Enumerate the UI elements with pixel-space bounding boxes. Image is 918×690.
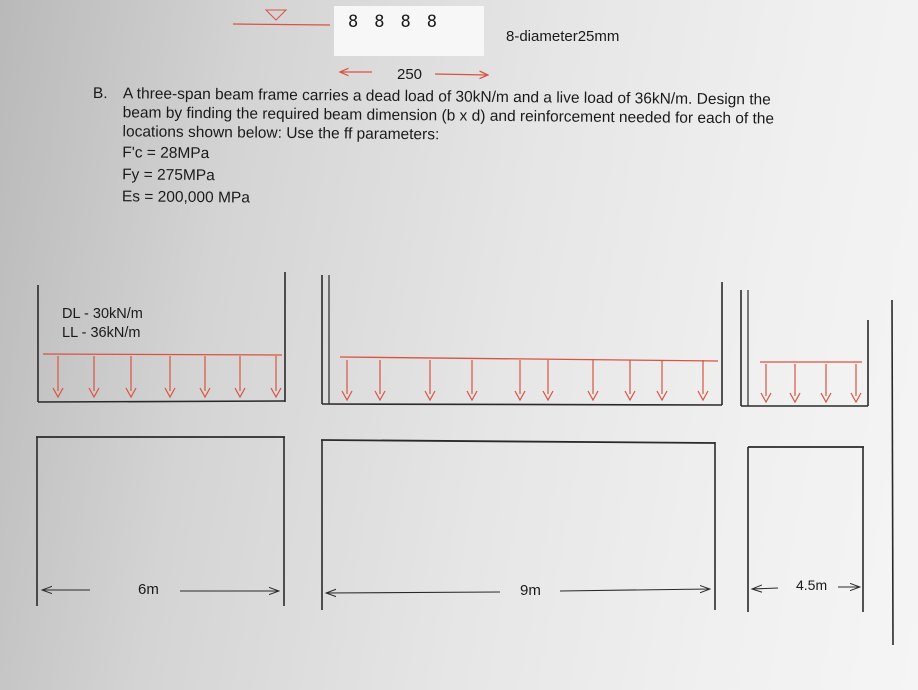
rebar-number: 8 [374, 12, 385, 32]
span-1-frame [36, 437, 285, 606]
load-arrow [425, 360, 435, 400]
load-arrow [467, 360, 477, 400]
load-arrow [126, 356, 136, 397]
problem-line: A three-span beam frame carries a dead load of 30kN/m and a live load of 36kN/m. Design the [122, 85, 771, 109]
span-3-load-arrows [761, 364, 861, 402]
load-arrow [342, 360, 352, 400]
span-2-dimension [326, 589, 710, 593]
right-edge-line [892, 300, 893, 645]
load-arrow [543, 360, 553, 400]
span-3-length: 4.5m [796, 577, 828, 593]
parameter-fy: Fy = 275MPa [122, 166, 215, 185]
problem-line: beam by finding the required beam dimension (b x d) and reinforcement needed for each of the [122, 104, 775, 128]
span-1-dimension [42, 590, 279, 591]
load-arrow [375, 360, 385, 400]
load-arrow [698, 360, 708, 400]
problem-line: locations shown below: Use the ff parameters: [122, 123, 440, 144]
load-arrow [625, 360, 635, 400]
rebar-note: 8-diameter25mm [506, 28, 620, 45]
width-dim-arrow-right [435, 74, 488, 75]
live-load-label: LL - 36kN/m [62, 325, 141, 341]
top-load-arrow [266, 10, 286, 20]
load-arrow [851, 364, 861, 402]
section-width-dimension: 250 [397, 66, 423, 83]
span-1-load-arrows [53, 356, 281, 397]
load-arrow [821, 364, 831, 402]
load-arrow [271, 356, 281, 397]
load-arrow [588, 360, 598, 400]
load-arrow [200, 356, 210, 397]
rebar-number: 8 [400, 12, 411, 32]
rebar-number: 8 [426, 12, 437, 32]
load-arrow [235, 356, 245, 397]
load-arrow [657, 360, 667, 400]
load-arrow [790, 364, 800, 402]
span-3-load-panel [741, 290, 868, 406]
load-arrow [761, 364, 771, 402]
dead-load-label: DL - 30kN/m [62, 306, 143, 322]
rebar-number: 8 [348, 12, 359, 32]
span-1-length: 6m [138, 581, 159, 598]
top-load-line [233, 24, 330, 25]
load-labels [62, 305, 143, 343]
span-2-load-arrows [342, 360, 708, 400]
load-arrow [89, 356, 99, 397]
load-arrow [515, 360, 525, 400]
load-arrow [165, 356, 175, 397]
load-arrow [53, 356, 63, 397]
problem-letter: B. [92, 84, 108, 103]
span-2-length: 9m [520, 582, 541, 599]
parameter-es: Es = 200,000 MPa [121, 188, 250, 207]
parameter-fc: F'c = 28MPa [122, 144, 210, 163]
span-2-frame [321, 440, 715, 610]
